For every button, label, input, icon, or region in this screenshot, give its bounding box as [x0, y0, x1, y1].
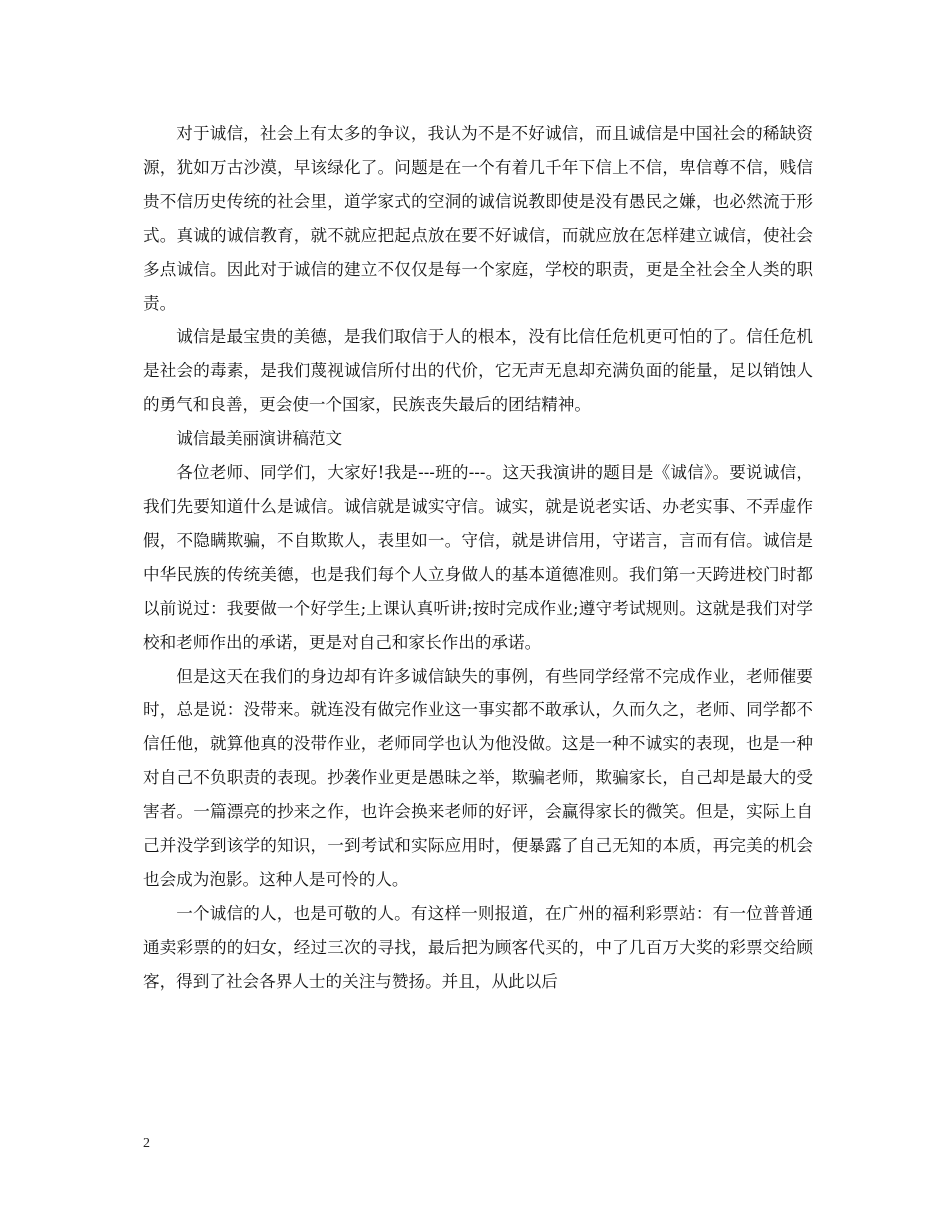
paragraph-4: 但是这天在我们的身边却有许多诚信缺失的事例，有些同学经常不完成作业，老师催要时，总是说：没带来。就连没有做完作业这一事实都不敢承认，久而久之，老师、同学都不信任他，就算他真的没带作业，老师同学也认为他没做。这是一种不诚实的表现，也是一种对自己不负职责的表现。抄袭作业更是愚昧之举，欺骗老师，欺骗家长，自己却是最大的受害者。一篇漂亮的抄来之作，也许会换来老师的好评，会赢得家长的微笑。但是，实际上自己并没学到该学的知识，一到考试和实际应用时，便暴露了自己无知的本质，再完美的机会也会成为泡影。这种人是可怜的人。: [143, 666, 813, 889]
paragraph-3: 各位老师、同学们，大家好!我是---班的---。这天我演讲的题目是《诚信》。要说诚信，我们先要知道什么是诚信。诚信就是诚实守信。诚实，就是说老实话、办老实事、不弄虚作假，不隐瞒欺骗，不自欺欺人，表里如一。守信，就是讲信用，守诺言，言而有信。诚信是中华民族的传统美德，也是我们每个人立身做人的基本道德准则。我们第一天跨进校门时都以前说过：我要做一个好学生;上课认真听讲;按时完成作业;遵守考试规则。这就是我们对学校和老师作出的承诺，更是对自己和家长作出的承诺。: [143, 463, 813, 652]
paragraph-2: 诚信是最宝贵的美德，是我们取信于人的根本，没有比信任危机更可怕的了。信任危机是社会的毒素，是我们蔑视诚信所付出的代价，它无声无息却充满负面的能量，足以销蚀人的勇气和良善，更会使一个国家，民族丧失最后的团结精神。: [143, 327, 813, 415]
section-title: 诚信最美丽演讲稿范文: [176, 429, 343, 449]
document-body: [143, 117, 813, 999]
page-number: 2: [143, 1136, 150, 1151]
paragraph-5: 一个诚信的人，也是可敬的人。有这样一则报道，在广州的福利彩票站：有一位普普通通卖彩票的的妇女，经过三次的寻找，最后把为顾客代买的，中了几百万大奖的彩票交给顾客，得到了社会各界人士的关注与赞扬。并且，从此以后: [143, 903, 813, 991]
paragraph-1: 对于诚信，社会上有太多的争议，我认为不是不好诚信，而且诚信是中国社会的稀缺资源，犹如万古沙漠，早该绿化了。问题是在一个有着几千年下信上不信，卑信尊不信，贱信贵不信历史传统的社会里，道学家式的空洞的诚信说教即使是没有愚民之嫌，也必然流于形式。真诚的诚信教育，就不就应把起点放在要不好诚信，而就应放在怎样建立诚信，使社会多点诚信。因此对于诚信的建立不仅仅是每一个家庭，学校的职责，更是全社会全人类的职责。: [143, 124, 813, 313]
